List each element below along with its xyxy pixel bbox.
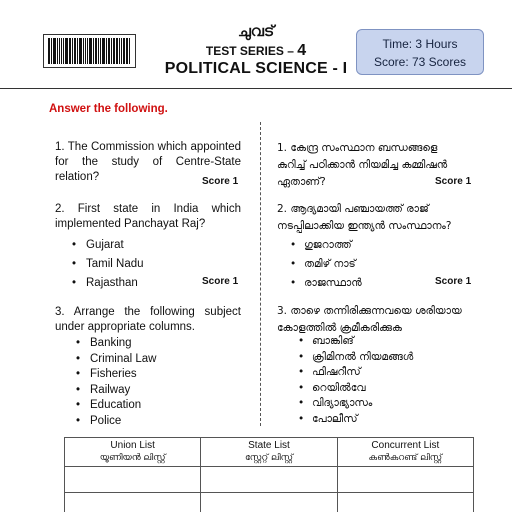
question-1-en: 1. The Commission which appointed for the study of Centre-State relation?: [55, 141, 241, 183]
table-header-row: [65, 438, 474, 467]
option-item: • വിദ്യാഭ്യാസം: [296, 396, 446, 412]
table-cell: [337, 493, 473, 512]
instruction: Answer the following.: [49, 103, 168, 115]
option-item: • Fisheries: [74, 367, 214, 383]
time-score-box: [356, 29, 484, 75]
option-item: • റെയിൽവേ: [296, 381, 446, 397]
question-1-ml: 1. കേന്ദ്ര സംസ്ഥാന ബന്ധങ്ങളെ കുറിച്ച് പഠിക്കാൻ നിയമിച്ച കമ്മിഷൻ ഏതാണ്?: [277, 142, 448, 188]
option-item: • Banking: [74, 336, 214, 352]
option-item: • Railway: [74, 383, 214, 399]
option-item: • രാജസ്ഥാൻ: [288, 274, 418, 293]
column-header-ml: യൂണിയൻ ലിസ്റ്റ്: [99, 453, 166, 463]
question-2-ml: 2. ആദ്യമായി പഞ്ചായത്ത് രാജ് നടപ്പിലാക്കിയ ഇന്ത്യൻ സംസ്ഥാനം?: [277, 203, 452, 232]
question-3-ml-options: [296, 334, 446, 427]
option-item: • Criminal Law: [74, 352, 214, 368]
column-header-en: Union List: [110, 440, 155, 451]
option-item: • Tamil Nadu: [70, 255, 190, 274]
column-divider: [260, 122, 261, 426]
table-cell: [65, 493, 201, 512]
question-3-ml: 3. താഴെ തന്നിരിക്കുന്നവയെ ശരിയായ കോളത്തിൽ ക്രമീകരിക്കുക: [277, 305, 462, 334]
question-3-en: 3. Arrange the following subject under appropriate columns.: [55, 306, 241, 333]
option-item: • ക്രിമിനൽ നിയമങ്ങൾ: [296, 350, 446, 366]
question-2-en: 2. First state in India which implemented Panchayat Raj?: [55, 203, 241, 230]
answer-table: [64, 437, 474, 512]
table-row: [65, 467, 474, 493]
subject-title: POLITICAL SCIENCE - I: [164, 60, 348, 77]
question-2-en-score: Score 1: [202, 276, 239, 287]
time-label: Time: 3 Hours: [382, 37, 458, 51]
score-label: Score: 73 Scores: [373, 55, 467, 69]
option-item: • Gujarat: [70, 236, 190, 255]
option-item: • Rajasthan: [70, 274, 190, 293]
option-item: • ഗുജറാത്ത്: [288, 236, 418, 255]
question-1-en-score: Score 1: [202, 176, 239, 187]
series-prefix: TEST SERIES –: [205, 44, 298, 58]
option-item: • ഫിഷറീസ്: [296, 365, 446, 381]
question-2-ml-options: [288, 236, 418, 293]
question-1-ml-score: Score 1: [435, 176, 472, 187]
table-cell: [65, 467, 201, 493]
option-item: • Police: [74, 414, 214, 430]
option-item: • ബാങ്കിങ്: [296, 334, 446, 350]
column-header-ml: കൺകറണ്ട് ലിസ്റ്റ്: [368, 453, 443, 463]
column-header-state: [201, 438, 337, 467]
series-number: 4: [297, 42, 307, 59]
table-cell: [337, 467, 473, 493]
option-item: • Education: [74, 398, 214, 414]
question-2-en-options: [70, 236, 190, 293]
column-header-concurrent: [337, 438, 473, 467]
column-header-en: State List: [248, 440, 290, 451]
question-3-en-options: [74, 336, 214, 429]
column-header-en: Concurrent List: [371, 440, 440, 451]
header-divider: [0, 88, 512, 89]
option-item: • പോലീസ്: [296, 412, 446, 428]
title-malayalam: ചുവട്: [237, 22, 275, 40]
question-2-ml-score: Score 1: [435, 276, 472, 287]
option-item: • തമിഴ് നാട്: [288, 255, 418, 274]
column-header-union: [65, 438, 201, 467]
table-cell: [201, 493, 337, 512]
column-header-ml: സ്റ്റേറ്റ് ലിസ്റ്റ്: [244, 453, 293, 463]
table-row: [65, 493, 474, 512]
table-cell: [201, 467, 337, 493]
